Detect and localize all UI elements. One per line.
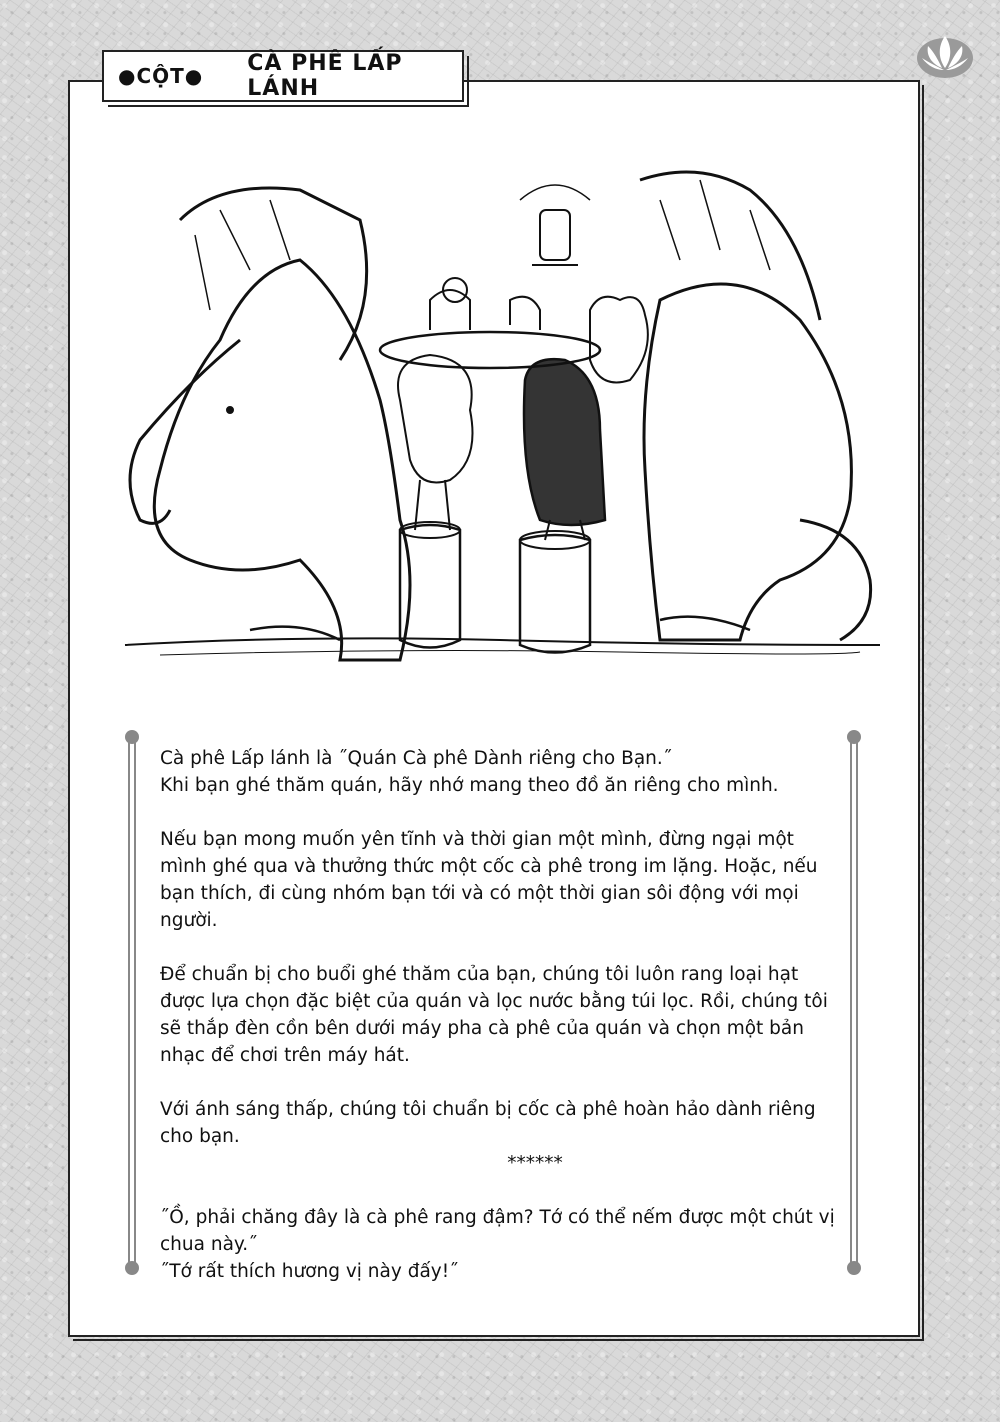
column-tag: ●CỘT● bbox=[118, 64, 204, 88]
paragraph-1-line-2: Khi bạn ghé thăm quán, hãy nhớ mang theo đồ ăn riêng cho mình. bbox=[160, 775, 779, 796]
box-rail-right bbox=[850, 736, 858, 1269]
paragraph-2: Nếu bạn mong muốn yên tĩnh và thời gian một mình, đừng ngại một mình ghé qua và thưởng thức một cốc cà phê trong im lặng. Hoặc, nếu bạn thích, đi cùng nhóm bạn tới và có một thời gian sôi động với mọi người. bbox=[160, 829, 818, 931]
rail-knob bbox=[847, 1261, 861, 1275]
rail-knob bbox=[125, 1261, 139, 1275]
separator: ****** bbox=[507, 1153, 563, 1174]
column-header bbox=[102, 50, 464, 102]
quote-1: ˝Ồ, phải chăng đây là cà phê rang đậm? Tớ có thể nếm được một chút vị chua này.˝ bbox=[160, 1207, 835, 1255]
cafe-illustration bbox=[100, 140, 890, 680]
quote-2: ˝Tớ rất thích hương vị này đấy!˝ bbox=[160, 1261, 459, 1282]
paragraph-3: Để chuẩn bị cho buổi ghé thăm của bạn, chúng tôi luôn rang loại hạt được lựa chọn đặc biệt của quán và lọc nước bằng túi lọc. Rồi, chúng tôi sẽ thắp đèn cồn bên dưới máy pha cà phê của quán và chọn một bản nhạc để chơi trên máy hát. bbox=[160, 964, 828, 1066]
column-title: CÀ PHÊ LẤP LÁNH bbox=[247, 51, 403, 101]
article-body bbox=[160, 745, 840, 1285]
box-rail-left bbox=[128, 736, 136, 1269]
paragraph-4: Với ánh sáng thấp, chúng tôi chuẩn bị cốc cà phê hoàn hảo dành riêng cho bạn. bbox=[160, 1099, 816, 1147]
rail-knob bbox=[847, 730, 861, 744]
rail-knob bbox=[125, 730, 139, 744]
lotus-icon bbox=[914, 28, 976, 80]
article-box bbox=[128, 730, 858, 1282]
paragraph-1-line-1: Cà phê Lấp lánh là ˝Quán Cà phê Dành riêng cho Bạn.˝ bbox=[160, 748, 673, 769]
